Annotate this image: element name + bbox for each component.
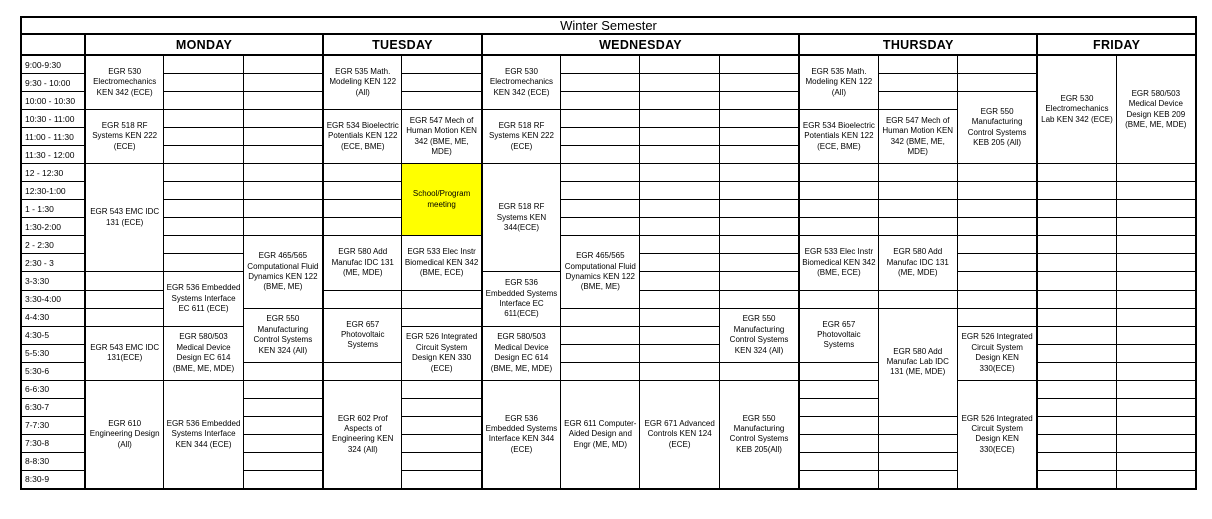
empty-slot-cell bbox=[1037, 381, 1115, 398]
empty-slot-cell bbox=[799, 435, 877, 452]
empty-slot-cell bbox=[1037, 417, 1115, 434]
empty-slot-cell bbox=[1037, 291, 1115, 308]
time-slot-label: 12:30-1:00 bbox=[22, 182, 84, 199]
empty-slot-cell bbox=[244, 453, 322, 470]
empty-slot-cell bbox=[720, 110, 798, 127]
time-slot-label: 12 - 12:30 bbox=[22, 164, 84, 181]
course-cell: EGR 671 Advanced Controls KEN 124 (ECE) bbox=[640, 381, 718, 488]
empty-slot-cell bbox=[402, 471, 480, 488]
empty-slot-cell bbox=[1117, 453, 1195, 470]
empty-slot-cell bbox=[1037, 236, 1115, 253]
semester-title: Winter Semester bbox=[22, 18, 1195, 34]
empty-slot-cell bbox=[958, 291, 1036, 308]
empty-slot-cell bbox=[958, 309, 1036, 326]
time-slot-label: 6:30-7 bbox=[22, 399, 84, 416]
time-slot-label: 1 - 1:30 bbox=[22, 200, 84, 217]
empty-slot-cell bbox=[164, 200, 242, 217]
empty-slot-cell bbox=[799, 453, 877, 470]
course-cell: EGR 534 Bioelectric Potentials KEN 122 (ECE, BME) bbox=[323, 110, 401, 163]
course-cell: EGR 580 Add Manufac Lab IDC 131 (ME, MDE) bbox=[879, 309, 957, 416]
empty-slot-cell bbox=[640, 363, 718, 380]
empty-slot-cell bbox=[640, 92, 718, 109]
empty-slot-cell bbox=[1037, 435, 1115, 452]
course-cell: EGR 535 Math. Modeling KEN 122 (All) bbox=[323, 56, 401, 109]
empty-slot-cell bbox=[323, 164, 401, 181]
empty-slot-cell bbox=[958, 182, 1036, 199]
empty-slot-cell bbox=[879, 56, 957, 73]
empty-slot-cell bbox=[1037, 399, 1115, 416]
course-cell: EGR 536 Embedded Systems Interface KEN 344 (ECE) bbox=[482, 381, 560, 488]
empty-slot-cell bbox=[561, 200, 639, 217]
empty-slot-cell bbox=[879, 471, 957, 488]
course-cell: EGR 580/503 Medical Device Design EC 614 (BME, ME, MDE) bbox=[482, 327, 560, 380]
empty-slot-cell bbox=[561, 345, 639, 362]
empty-slot-cell bbox=[323, 182, 401, 199]
time-slot-label: 3-3:30 bbox=[22, 272, 84, 289]
day-header-monday: MONDAY bbox=[85, 35, 322, 55]
time-slot-label: 1:30-2:00 bbox=[22, 218, 84, 235]
empty-slot-cell bbox=[1117, 309, 1195, 326]
course-cell: EGR 530 Electromechanics KEN 342 (ECE) bbox=[482, 56, 560, 109]
empty-slot-cell bbox=[561, 110, 639, 127]
empty-slot-cell bbox=[1117, 236, 1195, 253]
empty-slot-cell bbox=[1037, 327, 1115, 344]
time-slot-label: 5:30-6 bbox=[22, 363, 84, 380]
empty-slot-cell bbox=[1117, 471, 1195, 488]
empty-slot-cell bbox=[1117, 291, 1195, 308]
empty-slot-cell bbox=[958, 272, 1036, 289]
course-cell: EGR 543 EMC IDC 131(ECE) bbox=[85, 327, 163, 380]
course-cell: EGR 536 Embedded Systems Interface KEN 344 (ECE) bbox=[164, 381, 242, 488]
empty-slot-cell bbox=[1037, 164, 1115, 181]
empty-slot-cell bbox=[640, 110, 718, 127]
empty-slot-cell bbox=[164, 56, 242, 73]
empty-slot-cell bbox=[402, 92, 480, 109]
empty-slot-cell bbox=[244, 435, 322, 452]
empty-slot-cell bbox=[1037, 218, 1115, 235]
course-cell: EGR 611 Computer-Aided Design and Engr (ME, MD) bbox=[561, 381, 639, 488]
empty-slot-cell bbox=[720, 218, 798, 235]
empty-slot-cell bbox=[720, 272, 798, 289]
time-slot-label: 2 - 2:30 bbox=[22, 236, 84, 253]
empty-slot-cell bbox=[799, 399, 877, 416]
course-cell: EGR 657 Photovoltaic Systems bbox=[323, 309, 401, 362]
empty-slot-cell bbox=[720, 363, 798, 380]
empty-slot-cell bbox=[958, 164, 1036, 181]
empty-slot-cell bbox=[799, 182, 877, 199]
empty-slot-cell bbox=[1117, 218, 1195, 235]
course-cell: EGR 547 Mech of Human Motion KEN 342 (BME, ME, MDE) bbox=[879, 110, 957, 163]
empty-slot-cell bbox=[640, 164, 718, 181]
course-cell: EGR 465/565 Computational Fluid Dynamics KEN 122 (BME, ME) bbox=[561, 236, 639, 307]
empty-slot-cell bbox=[879, 417, 957, 434]
empty-slot-cell bbox=[402, 291, 480, 308]
empty-slot-cell bbox=[402, 417, 480, 434]
course-cell: EGR 657 Photovoltaic Systems bbox=[799, 309, 877, 362]
time-slot-label: 8-8:30 bbox=[22, 453, 84, 470]
course-cell: EGR 533 Elec Instr Biomedical KEN 342 (BME, ECE) bbox=[402, 236, 480, 289]
empty-slot-cell bbox=[640, 56, 718, 73]
empty-slot-cell bbox=[85, 309, 163, 326]
empty-slot-cell bbox=[1117, 345, 1195, 362]
time-slot-label: 7-7:30 bbox=[22, 417, 84, 434]
empty-slot-cell bbox=[1037, 309, 1115, 326]
course-cell: EGR 550 Manufacturing Control Systems KEN 324 (All) bbox=[720, 309, 798, 362]
empty-slot-cell bbox=[244, 182, 322, 199]
empty-slot-cell bbox=[244, 74, 322, 91]
empty-slot-cell bbox=[640, 309, 718, 326]
empty-slot-cell bbox=[958, 236, 1036, 253]
course-cell: EGR 550 Manufacturing Control Systems KEN 324 (All) bbox=[244, 309, 322, 362]
course-cell: EGR 526 Integrated Circuit System Design KEN 330(ECE) bbox=[958, 327, 1036, 380]
course-cell: EGR 530 Electromechanics KEN 342 (ECE) bbox=[85, 56, 163, 109]
empty-slot-cell bbox=[879, 218, 957, 235]
empty-slot-cell bbox=[720, 164, 798, 181]
empty-slot-cell bbox=[164, 92, 242, 109]
empty-slot-cell bbox=[1037, 254, 1115, 271]
timetable-document bbox=[20, 16, 1197, 490]
empty-slot-cell bbox=[244, 110, 322, 127]
empty-slot-cell bbox=[799, 218, 877, 235]
empty-slot-cell bbox=[561, 182, 639, 199]
empty-slot-cell bbox=[1117, 254, 1195, 271]
empty-slot-cell bbox=[85, 291, 163, 308]
empty-slot-cell bbox=[640, 291, 718, 308]
course-cell: EGR 580/503 Medical Device Design EC 614 (BME, ME, MDE) bbox=[164, 327, 242, 380]
time-slot-label: 10:00 - 10:30 bbox=[22, 92, 84, 109]
empty-slot-cell bbox=[244, 56, 322, 73]
course-cell: EGR 602 Prof Aspects of Engineering KEN 324 (All) bbox=[323, 381, 401, 488]
time-column-header bbox=[22, 35, 84, 55]
course-cell: EGR 530 Electromechanics Lab KEN 342 (ECE) bbox=[1037, 56, 1115, 163]
course-cell: EGR 518 RF Systems KEN 222 (ECE) bbox=[482, 110, 560, 163]
empty-slot-cell bbox=[402, 381, 480, 398]
empty-slot-cell bbox=[561, 327, 639, 344]
time-slot-label: 11:30 - 12:00 bbox=[22, 146, 84, 163]
empty-slot-cell bbox=[640, 128, 718, 145]
empty-slot-cell bbox=[244, 218, 322, 235]
course-cell: EGR 550 Manufacturing Control Systems KEB 205(All) bbox=[720, 381, 798, 488]
empty-slot-cell bbox=[244, 399, 322, 416]
empty-slot-cell bbox=[720, 146, 798, 163]
empty-slot-cell bbox=[879, 291, 957, 308]
empty-slot-cell bbox=[164, 218, 242, 235]
empty-slot-cell bbox=[1037, 182, 1115, 199]
empty-slot-cell bbox=[1117, 200, 1195, 217]
empty-slot-cell bbox=[1117, 417, 1195, 434]
empty-slot-cell bbox=[879, 453, 957, 470]
empty-slot-cell bbox=[164, 164, 242, 181]
time-slot-label: 8:30-9 bbox=[22, 471, 84, 488]
empty-slot-cell bbox=[958, 56, 1036, 73]
empty-slot-cell bbox=[799, 417, 877, 434]
empty-slot-cell bbox=[879, 74, 957, 91]
empty-slot-cell bbox=[561, 92, 639, 109]
empty-slot-cell bbox=[244, 128, 322, 145]
empty-slot-cell bbox=[640, 200, 718, 217]
empty-slot-cell bbox=[640, 254, 718, 271]
empty-slot-cell bbox=[561, 128, 639, 145]
empty-slot-cell bbox=[164, 146, 242, 163]
empty-slot-cell bbox=[244, 417, 322, 434]
empty-slot-cell bbox=[244, 92, 322, 109]
empty-slot-cell bbox=[879, 182, 957, 199]
empty-slot-cell bbox=[1117, 381, 1195, 398]
empty-slot-cell bbox=[640, 236, 718, 253]
empty-slot-cell bbox=[402, 435, 480, 452]
empty-slot-cell bbox=[799, 381, 877, 398]
empty-slot-cell bbox=[1117, 435, 1195, 452]
empty-slot-cell bbox=[720, 74, 798, 91]
empty-slot-cell bbox=[402, 309, 480, 326]
time-slot-label: 3:30-4:00 bbox=[22, 291, 84, 308]
empty-slot-cell bbox=[323, 291, 401, 308]
empty-slot-cell bbox=[879, 164, 957, 181]
course-cell: EGR 580 Add Manufac IDC 131 (ME, MDE) bbox=[323, 236, 401, 289]
empty-slot-cell bbox=[244, 200, 322, 217]
timetable-grid bbox=[20, 16, 1197, 490]
empty-slot-cell bbox=[958, 200, 1036, 217]
course-cell: EGR 533 Elec Instr Biomedical KEN 342 (BME, ECE) bbox=[799, 236, 877, 289]
time-slot-label: 5-5:30 bbox=[22, 345, 84, 362]
empty-slot-cell bbox=[879, 200, 957, 217]
empty-slot-cell bbox=[720, 56, 798, 73]
day-header-tuesday: TUESDAY bbox=[323, 35, 481, 55]
empty-slot-cell bbox=[720, 236, 798, 253]
empty-slot-cell bbox=[879, 92, 957, 109]
empty-slot-cell bbox=[244, 471, 322, 488]
empty-slot-cell bbox=[164, 236, 242, 253]
empty-slot-cell bbox=[640, 327, 718, 344]
empty-slot-cell bbox=[879, 435, 957, 452]
empty-slot-cell bbox=[164, 254, 242, 271]
empty-slot-cell bbox=[164, 128, 242, 145]
time-slot-label: 10:30 - 11:00 bbox=[22, 110, 84, 127]
course-cell: EGR 535 Math. Modeling KEN 122 (All) bbox=[799, 56, 877, 109]
time-slot-label: 2:30 - 3 bbox=[22, 254, 84, 271]
empty-slot-cell bbox=[799, 471, 877, 488]
empty-slot-cell bbox=[402, 56, 480, 73]
empty-slot-cell bbox=[799, 363, 877, 380]
empty-slot-cell bbox=[640, 272, 718, 289]
empty-slot-cell bbox=[402, 453, 480, 470]
time-slot-label: 9:00-9:30 bbox=[22, 56, 84, 73]
empty-slot-cell bbox=[1117, 272, 1195, 289]
empty-slot-cell bbox=[561, 164, 639, 181]
course-cell: EGR 580/503 Medical Device Design KEB 209 (BME, ME, MDE) bbox=[1117, 56, 1195, 163]
empty-slot-cell bbox=[720, 254, 798, 271]
course-cell: EGR 526 Integrated Circuit System Design KEN 330 (ECE) bbox=[402, 327, 480, 380]
empty-slot-cell bbox=[720, 128, 798, 145]
empty-slot-cell bbox=[561, 309, 639, 326]
course-cell: EGR 610 Engineering Design (All) bbox=[85, 381, 163, 488]
empty-slot-cell bbox=[1037, 471, 1115, 488]
time-slot-label: 9:30 - 10:00 bbox=[22, 74, 84, 91]
empty-slot-cell bbox=[1037, 363, 1115, 380]
empty-slot-cell bbox=[640, 74, 718, 91]
empty-slot-cell bbox=[561, 363, 639, 380]
course-cell: EGR 550 Manufacturing Control Systems KEB 205 (All) bbox=[958, 92, 1036, 163]
empty-slot-cell bbox=[1117, 182, 1195, 199]
empty-slot-cell bbox=[958, 218, 1036, 235]
empty-slot-cell bbox=[799, 291, 877, 308]
empty-slot-cell bbox=[799, 164, 877, 181]
day-header-thursday: THURSDAY bbox=[799, 35, 1036, 55]
empty-slot-cell bbox=[720, 291, 798, 308]
empty-slot-cell bbox=[720, 200, 798, 217]
time-slot-label: 4-4:30 bbox=[22, 309, 84, 326]
empty-slot-cell bbox=[1037, 200, 1115, 217]
empty-slot-cell bbox=[958, 254, 1036, 271]
course-cell: EGR 543 EMC IDC 131 (ECE) bbox=[85, 164, 163, 271]
empty-slot-cell bbox=[244, 381, 322, 398]
empty-slot-cell bbox=[85, 272, 163, 289]
course-cell: EGR 580 Add Manufac IDC 131 (ME, MDE) bbox=[879, 236, 957, 289]
empty-slot-cell bbox=[561, 146, 639, 163]
course-cell: EGR 547 Mech of Human Motion KEN 342 (BME, ME, MDE) bbox=[402, 110, 480, 163]
time-slot-label: 6-6:30 bbox=[22, 381, 84, 398]
course-cell: EGR 518 RF Systems KEN 222 (ECE) bbox=[85, 110, 163, 163]
empty-slot-cell bbox=[164, 182, 242, 199]
empty-slot-cell bbox=[799, 200, 877, 217]
empty-slot-cell bbox=[1037, 272, 1115, 289]
day-header-wednesday: WEDNESDAY bbox=[482, 35, 798, 55]
empty-slot-cell bbox=[1117, 164, 1195, 181]
empty-slot-cell bbox=[640, 218, 718, 235]
course-cell: EGR 526 Integrated Circuit System Design KEN 330(ECE) bbox=[958, 381, 1036, 488]
empty-slot-cell bbox=[1037, 345, 1115, 362]
empty-slot-cell bbox=[164, 110, 242, 127]
course-cell: EGR 536 Embedded Systems Interface EC 611(ECE) bbox=[482, 272, 560, 325]
time-slot-label: 7:30-8 bbox=[22, 435, 84, 452]
empty-slot-cell bbox=[244, 164, 322, 181]
meeting-cell: School/Program meeting bbox=[402, 164, 480, 235]
empty-slot-cell bbox=[640, 182, 718, 199]
course-cell: EGR 536 Embedded Systems Interface EC 611 (ECE) bbox=[164, 272, 242, 325]
time-slot-label: 11:00 - 11:30 bbox=[22, 128, 84, 145]
empty-slot-cell bbox=[561, 74, 639, 91]
empty-slot-cell bbox=[244, 146, 322, 163]
empty-slot-cell bbox=[1117, 399, 1195, 416]
empty-slot-cell bbox=[323, 363, 401, 380]
empty-slot-cell bbox=[561, 218, 639, 235]
empty-slot-cell bbox=[640, 345, 718, 362]
empty-slot-cell bbox=[323, 200, 401, 217]
empty-slot-cell bbox=[323, 218, 401, 235]
course-cell: EGR 518 RF Systems KEN 344(ECE) bbox=[482, 164, 560, 271]
day-header-friday: FRIDAY bbox=[1037, 35, 1195, 55]
empty-slot-cell bbox=[1117, 363, 1195, 380]
empty-slot-cell bbox=[164, 74, 242, 91]
time-slot-label: 4:30-5 bbox=[22, 327, 84, 344]
empty-slot-cell bbox=[402, 399, 480, 416]
empty-slot-cell bbox=[720, 92, 798, 109]
empty-slot-cell bbox=[402, 74, 480, 91]
empty-slot-cell bbox=[720, 182, 798, 199]
empty-slot-cell bbox=[640, 146, 718, 163]
empty-slot-cell bbox=[1037, 453, 1115, 470]
empty-slot-cell bbox=[561, 56, 639, 73]
empty-slot-cell bbox=[1117, 327, 1195, 344]
course-cell: EGR 465/565 Computational Fluid Dynamics KEN 122 (BME, ME) bbox=[244, 236, 322, 307]
empty-slot-cell bbox=[958, 74, 1036, 91]
course-cell: EGR 534 Bioelectric Potentials KEN 122 (ECE, BME) bbox=[799, 110, 877, 163]
empty-slot-cell bbox=[244, 363, 322, 380]
